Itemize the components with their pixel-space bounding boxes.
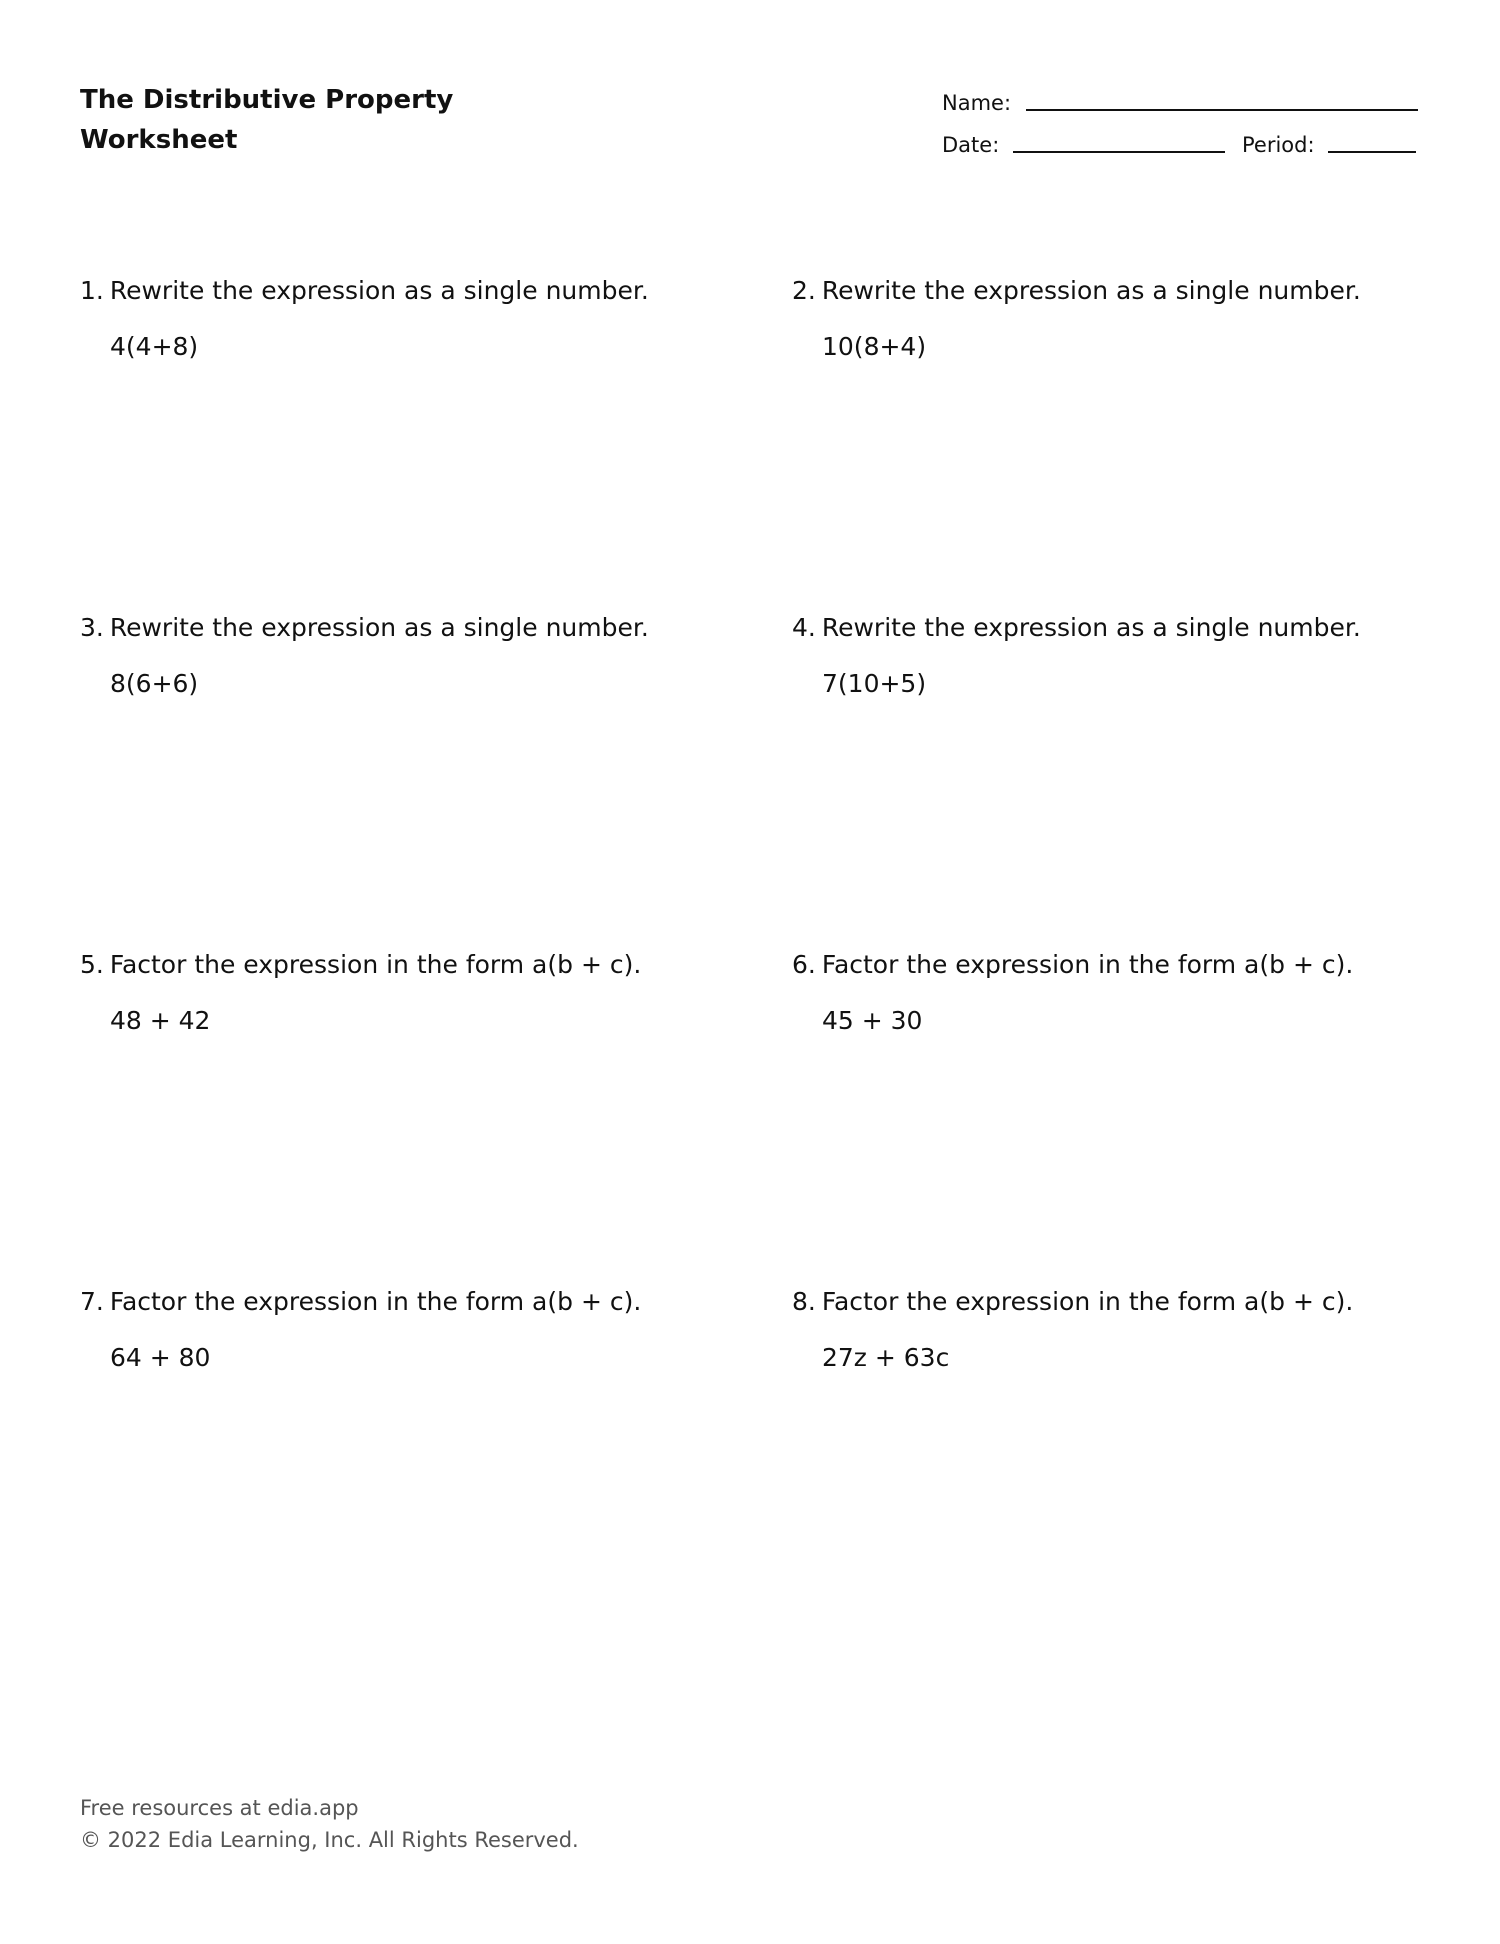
problem-expression: 64 + 80 (110, 1343, 211, 1372)
problem-8 (792, 1285, 1452, 1375)
problem-number: 8. (792, 1287, 816, 1316)
problem-expression: 8(6+6) (110, 669, 199, 698)
problem-prompt (80, 948, 740, 982)
problem-number: 4. (792, 613, 816, 642)
problem-prompt (80, 274, 740, 308)
problem-number: 2. (792, 276, 816, 305)
title-line-2: Worksheet (80, 125, 238, 155)
name-label: Name: (942, 91, 1012, 115)
problem-number: 5. (80, 950, 104, 979)
footer-resources-text: Free resources at edia.app (80, 1796, 359, 1820)
problem-prompt (792, 611, 1452, 645)
problem-1 (80, 274, 740, 364)
problem-number: 7. (80, 1287, 104, 1316)
problem-number: 3. (80, 613, 104, 642)
problem-prompt (80, 611, 740, 645)
problem-text: Factor the expression in the form a(b + c). (821, 1287, 1354, 1316)
problem-prompt (792, 1285, 1452, 1319)
problem-text: Rewrite the expression as a single number. (109, 276, 649, 305)
page-title (80, 80, 453, 160)
problem-text: Factor the expression in the form a(b + c). (109, 950, 642, 979)
problem-4 (792, 611, 1452, 701)
problem-text: Rewrite the expression as a single number. (821, 613, 1361, 642)
problem-number: 1. (80, 276, 104, 305)
period-line[interactable] (1328, 151, 1416, 153)
footer-copyright-text: © 2022 Edia Learning, Inc. All Rights Reserved. (80, 1828, 579, 1852)
problem-5 (80, 948, 740, 1038)
problem-2 (792, 274, 1452, 364)
name-line[interactable] (1026, 109, 1418, 111)
problem-expression: 27z + 63c (822, 1343, 950, 1372)
footer (80, 1792, 579, 1856)
problem-3 (80, 611, 740, 701)
problem-text: Rewrite the expression as a single number. (109, 613, 649, 642)
problem-expression: 48 + 42 (110, 1006, 211, 1035)
problem-prompt (792, 274, 1452, 308)
problem-7 (80, 1285, 740, 1375)
problem-prompt (792, 948, 1452, 982)
problem-prompt (80, 1285, 740, 1319)
problem-expression: 7(10+5) (822, 669, 927, 698)
problem-expression: 4(4+8) (110, 332, 199, 361)
problem-text: Rewrite the expression as a single number. (821, 276, 1361, 305)
period-label: Period: (1242, 133, 1315, 157)
date-line[interactable] (1013, 151, 1225, 153)
problem-expression: 45 + 30 (822, 1006, 923, 1035)
problem-text: Factor the expression in the form a(b + c). (821, 950, 1354, 979)
problem-text: Factor the expression in the form a(b + c). (109, 1287, 642, 1316)
problem-6 (792, 948, 1452, 1038)
title-line-1: The Distributive Property (80, 85, 454, 115)
problem-number: 6. (792, 950, 816, 979)
date-label: Date: (942, 133, 1000, 157)
problem-expression: 10(8+4) (822, 332, 927, 361)
